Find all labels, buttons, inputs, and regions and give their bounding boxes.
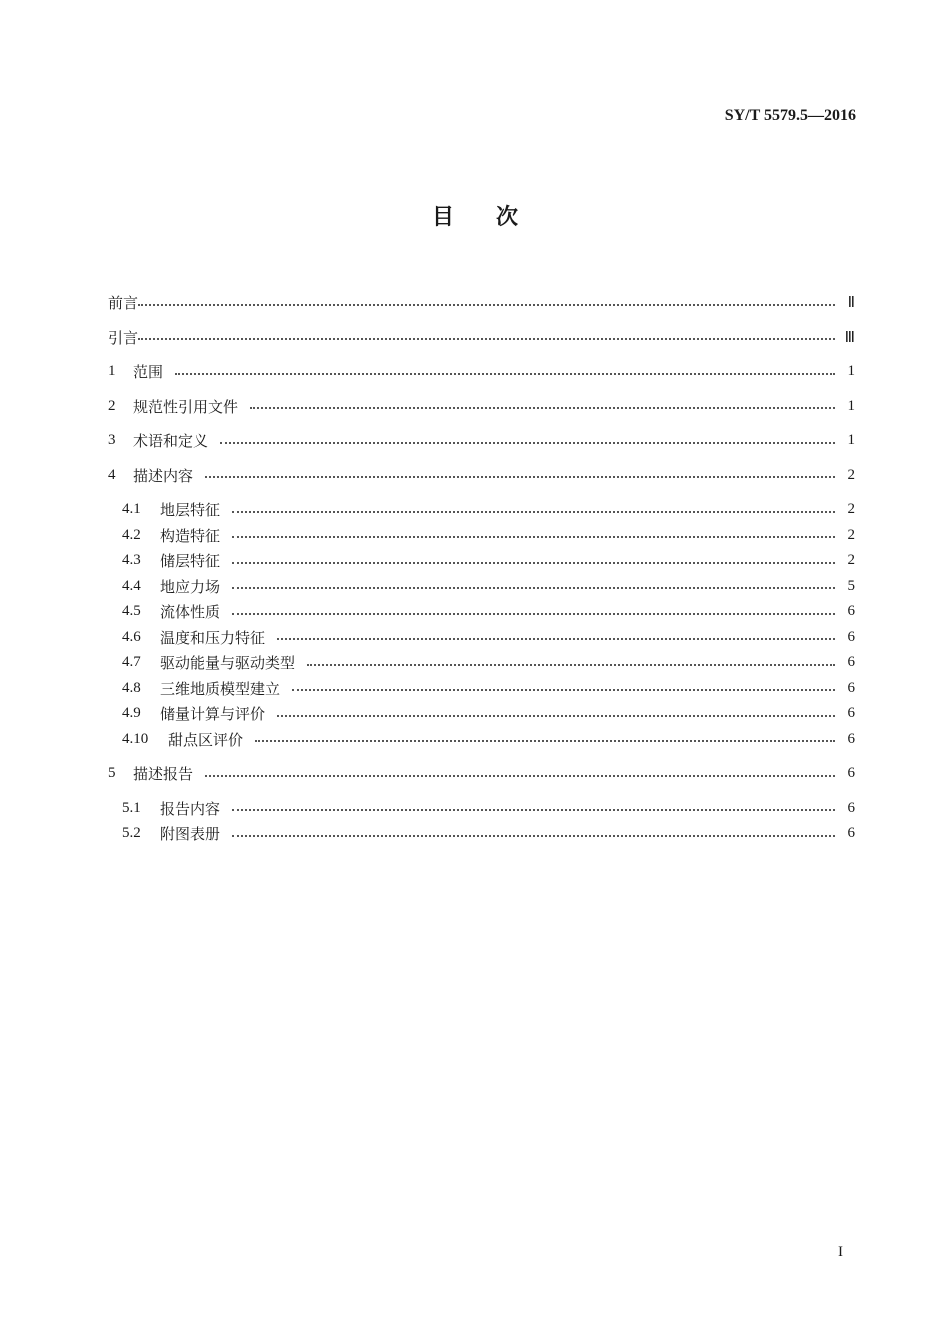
toc-entry[interactable] — [108, 359, 855, 385]
toc-entry-number: 3 — [108, 432, 116, 449]
toc-entry-number: 4.2 — [122, 526, 141, 543]
toc-entry-page: 1 — [847, 363, 855, 380]
page-number: I — [838, 1244, 843, 1260]
toc-entry-number: 4.7 — [122, 654, 141, 671]
toc-entry[interactable] — [108, 428, 855, 454]
dot-leader — [175, 373, 835, 375]
toc-entry-label: 描述内容 — [133, 466, 194, 485]
toc-entry[interactable] — [108, 625, 855, 651]
toc-entry[interactable] — [108, 497, 855, 523]
toc-entry-number: 4.9 — [122, 705, 141, 722]
page-title: 目次 — [431, 205, 560, 230]
dot-leader — [232, 835, 835, 837]
toc-entry-page: 5 — [847, 577, 855, 594]
dot-leader — [205, 775, 835, 777]
toc-entry-page: 1 — [847, 397, 855, 414]
toc-entry-label: 描述报告 — [133, 765, 194, 784]
toc-entry-label: 前言 — [108, 294, 139, 313]
toc-entry-number: 4.3 — [122, 552, 141, 569]
table-of-contents — [108, 290, 855, 847]
toc-entry-page: 6 — [847, 705, 855, 722]
toc-entry[interactable] — [108, 796, 855, 822]
dot-leader — [277, 638, 835, 640]
dot-leader — [232, 511, 835, 513]
dot-leader — [292, 689, 835, 691]
toc-entry-label: 温度和压力特征 — [160, 628, 266, 647]
toc-entry[interactable] — [108, 394, 855, 420]
toc-entry[interactable] — [108, 463, 855, 489]
dot-leader — [250, 407, 835, 409]
dot-leader — [232, 562, 835, 564]
toc-entry[interactable] — [108, 650, 855, 676]
dot-leader — [277, 715, 835, 717]
toc-entry-number: 4.6 — [122, 628, 141, 645]
toc-entry-page: 6 — [847, 603, 855, 620]
document-id: SY/T 5579.5—2016 — [724, 107, 856, 124]
toc-entry-label: 术语和定义 — [133, 432, 209, 451]
dot-leader — [205, 476, 835, 478]
toc-entry-page: 2 — [847, 552, 855, 569]
toc-entry[interactable] — [108, 676, 855, 702]
toc-entry-number: 4.8 — [122, 679, 141, 696]
toc-entry-page: 6 — [847, 654, 855, 671]
dot-leader — [138, 338, 835, 340]
dot-leader — [138, 304, 835, 306]
toc-entry-number: 5.2 — [122, 825, 141, 842]
toc-entry-page: 6 — [847, 825, 855, 842]
toc-entry-label: 规范性引用文件 — [133, 397, 239, 416]
toc-entry-number: 4.4 — [122, 577, 141, 594]
dot-leader — [255, 740, 835, 742]
toc-entry-page: 1 — [847, 432, 855, 449]
toc-entry-page: Ⅱ — [847, 295, 855, 312]
dot-leader — [220, 442, 835, 444]
toc-entry-page: 6 — [847, 730, 855, 747]
toc-entry-label: 驱动能量与驱动类型 — [160, 654, 296, 673]
toc-entry-number: 4.5 — [122, 603, 141, 620]
toc-entry-label: 储层特征 — [160, 552, 221, 571]
toc-entry[interactable] — [108, 599, 855, 625]
toc-entry-label: 地层特征 — [160, 501, 221, 520]
toc-entry-label: 构造特征 — [160, 526, 221, 545]
toc-entry-number: 5.1 — [122, 799, 141, 816]
dot-leader — [232, 613, 835, 615]
toc-entry-page: Ⅲ — [844, 329, 855, 346]
toc-entry-label: 附图表册 — [160, 825, 221, 844]
dot-leader — [307, 664, 835, 666]
toc-entry-label: 流体性质 — [160, 603, 221, 622]
toc-entry[interactable] — [108, 548, 855, 574]
toc-entry-number: 5 — [108, 765, 116, 782]
toc-entry[interactable] — [108, 727, 855, 753]
toc-entry-label: 范围 — [133, 363, 164, 382]
toc-entry-number: 4 — [108, 466, 116, 483]
toc-entry-page: 6 — [847, 765, 855, 782]
toc-entry-label: 三维地质模型建立 — [160, 679, 281, 698]
toc-entry-page: 6 — [847, 628, 855, 645]
toc-entry-number: 1 — [108, 363, 116, 380]
toc-entry-page: 2 — [847, 501, 855, 518]
toc-entry[interactable] — [108, 701, 855, 727]
toc-entry[interactable] — [108, 761, 855, 787]
toc-entry-page: 2 — [847, 526, 855, 543]
toc-entry[interactable] — [108, 574, 855, 600]
toc-entry[interactable] — [108, 290, 855, 316]
toc-entry[interactable] — [108, 325, 855, 351]
toc-entry-label: 引言 — [108, 328, 139, 347]
toc-entry-page: 6 — [847, 679, 855, 696]
toc-entry-label: 地应力场 — [160, 577, 221, 596]
toc-entry[interactable] — [108, 821, 855, 847]
toc-entry-number: 4.1 — [122, 501, 141, 518]
dot-leader — [232, 587, 835, 589]
toc-entry-page: 2 — [847, 466, 855, 483]
toc-entry[interactable] — [108, 523, 855, 549]
toc-entry-label: 报告内容 — [160, 799, 221, 818]
toc-entry-label: 甜点区评价 — [168, 730, 244, 749]
dot-leader — [232, 536, 835, 538]
toc-entry-label: 储量计算与评价 — [160, 705, 266, 724]
toc-entry-number: 4.10 — [122, 730, 149, 747]
toc-entry-page: 6 — [847, 799, 855, 816]
dot-leader — [232, 809, 835, 811]
toc-entry-number: 2 — [108, 397, 116, 414]
